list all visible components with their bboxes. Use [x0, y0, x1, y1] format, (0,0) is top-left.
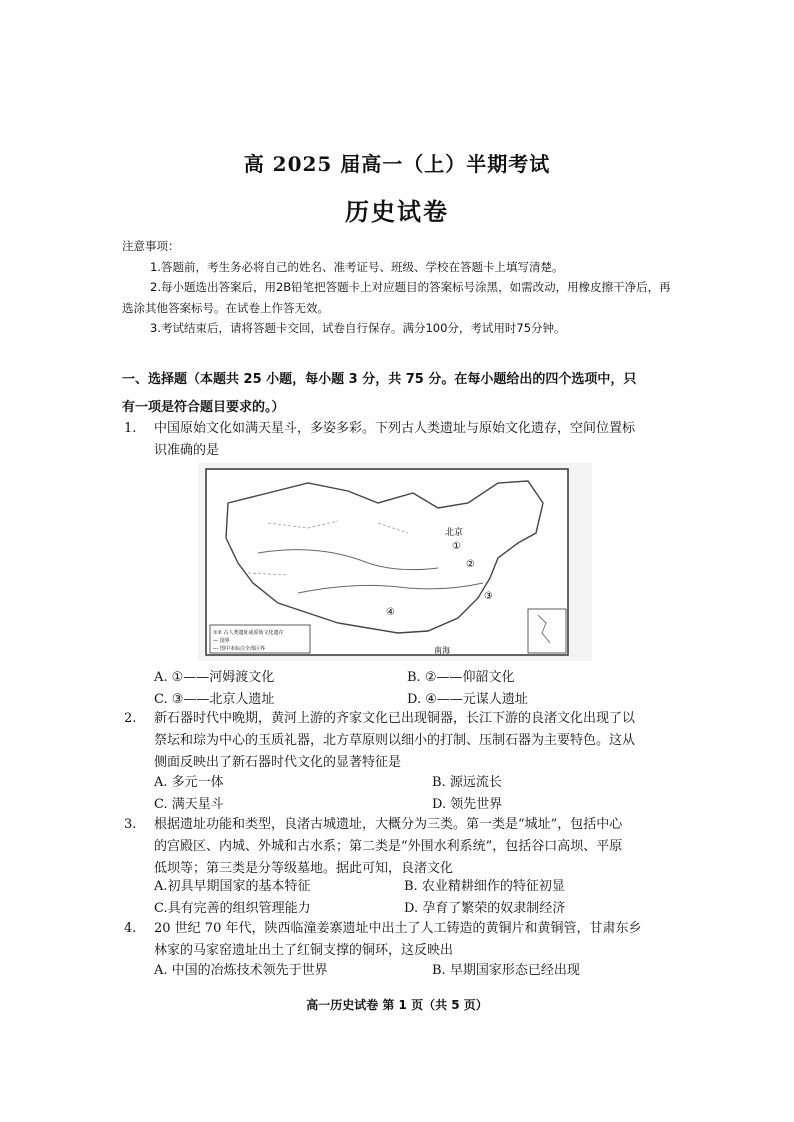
option-a[interactable]: A. 多元一体 — [154, 775, 224, 790]
question-2-line-1: 新石器时代中晚期，黄河上游的齐家文化已出现铜器，长江下游的良渚文化出现了以 — [154, 711, 636, 726]
legend-item-2: — 国界 — [213, 638, 230, 644]
map-label-beijing: 北京 — [445, 528, 464, 538]
option-b[interactable]: B. 早期国家形态已经出现 — [432, 963, 580, 978]
question-3-line-2: 的宫殿区、内城、外城和古水系；第二类是“外围水利系统”，包括谷口高坝、平原 — [154, 839, 623, 854]
question-1 — [124, 418, 690, 462]
option-a[interactable]: A. ①——河姆渡文化 — [154, 670, 275, 685]
option-b[interactable]: B. ②——仰韶文化 — [407, 670, 515, 685]
section-heading-line-2: 有一项是符合题目要求的。） — [122, 400, 285, 415]
question-4-line-2: 林家的马家窑遗址出土了红铜支撑的铜环，这反映出 — [154, 943, 454, 958]
question-number: 2. — [124, 711, 137, 726]
question-2-line-2: 祭坛和琮为中心的玉质礼器，北方草原则以细小的打制、压制石器为主要特色。这从 — [154, 733, 636, 748]
option-a[interactable]: A.初具早期国家的基本特征 — [154, 879, 311, 894]
page-footer: 高一历史试卷 第 1 页（共 5 页） — [306, 998, 488, 1012]
south-sea-inset — [528, 609, 566, 653]
notice-item-3: 3.考试结束后，请将答题卡交回，试卷自行保存。满分100分，考试用时75分钟。 — [150, 321, 566, 335]
notice-item-1: 1.答题前，考生务必将自己的姓名、准考证号、班级、学校在答题卡上填写清楚。 — [150, 259, 564, 274]
question-1-line-2: 识准确的是 — [154, 443, 220, 458]
question-number: 1. — [124, 421, 137, 436]
question-number: 3. — [124, 817, 137, 832]
question-2-line-3: 侧面反映出了新石器时代文化的显著特征是 — [154, 755, 402, 770]
option-c[interactable]: C. 满天星斗 — [154, 797, 224, 812]
question-3-line-3: 低坝等；第三类是分等级墓地。据此可知，良渚文化 — [154, 861, 454, 876]
map-label-1: ① — [452, 541, 461, 552]
option-c[interactable]: C. ③——北京人遗址 — [154, 692, 275, 707]
legend-item-3: --- 图中未标注全部区界 — [213, 646, 266, 652]
china-map-figure — [198, 463, 592, 661]
option-d[interactable]: D. 领先世界 — [432, 797, 503, 812]
question-3 — [124, 814, 690, 880]
exam-title: 高 2025 届高一（上）半期考试 — [243, 152, 551, 176]
map-label-3: ③ — [484, 591, 493, 602]
question-1-line-1: 中国原始文化如满天星斗，多姿多彩。下列古人类遗址与原始文化遗存，空间位置标 — [154, 421, 636, 436]
exam-subject-title: 历史试卷 — [345, 197, 449, 226]
question-4-line-1: 20 世纪 70 年代，陕西临潼姜寨遗址中出土了人工铸造的黄铜片和黄铜管，甘肃东乡 — [154, 921, 642, 936]
notice-block — [122, 236, 682, 339]
question-3-line-1: 根据遗址功能和类型，良渚古城遗址，大概分为三类。第一类是“城址”，包括中心 — [154, 817, 623, 832]
option-b[interactable]: B. 源远流长 — [432, 775, 502, 790]
section-heading — [122, 366, 687, 422]
question-number: 4. — [124, 921, 137, 936]
option-b[interactable]: B. 农业精耕细作的特征初显 — [404, 879, 565, 894]
map-label-4: ④ — [386, 607, 395, 618]
notice-heading: 注意事项： — [122, 239, 180, 253]
map-label-2: ② — [466, 559, 475, 570]
notice-item-2: 2.每小题选出答案后，用2B铅笔把答题卡上对应题目的答案标号涂黑，如需改动，用橡皮擦干净后，再选涂其他答案标号。在试卷上作答无效。 — [122, 280, 671, 315]
section-heading-line-1: 一、选择题（本题共 25 小题，每小题 3 分，共 75 分。在每小题给出的四个选项中，只 — [122, 372, 637, 387]
option-c[interactable]: C.具有完善的组织管理能力 — [154, 901, 311, 916]
option-d[interactable]: D. ④——元谋人遗址 — [407, 692, 528, 707]
question-4 — [124, 918, 690, 962]
map-label-south-sea: 南海 — [434, 646, 450, 655]
legend-item-1: ①② 古人类遗址或原始文化遗存 — [213, 630, 284, 636]
question-2 — [124, 708, 690, 774]
option-a[interactable]: A. 中国的冶炼技术领先于世界 — [154, 963, 328, 978]
option-d[interactable]: D. 孕育了繁荣的奴隶制经济 — [404, 901, 566, 916]
